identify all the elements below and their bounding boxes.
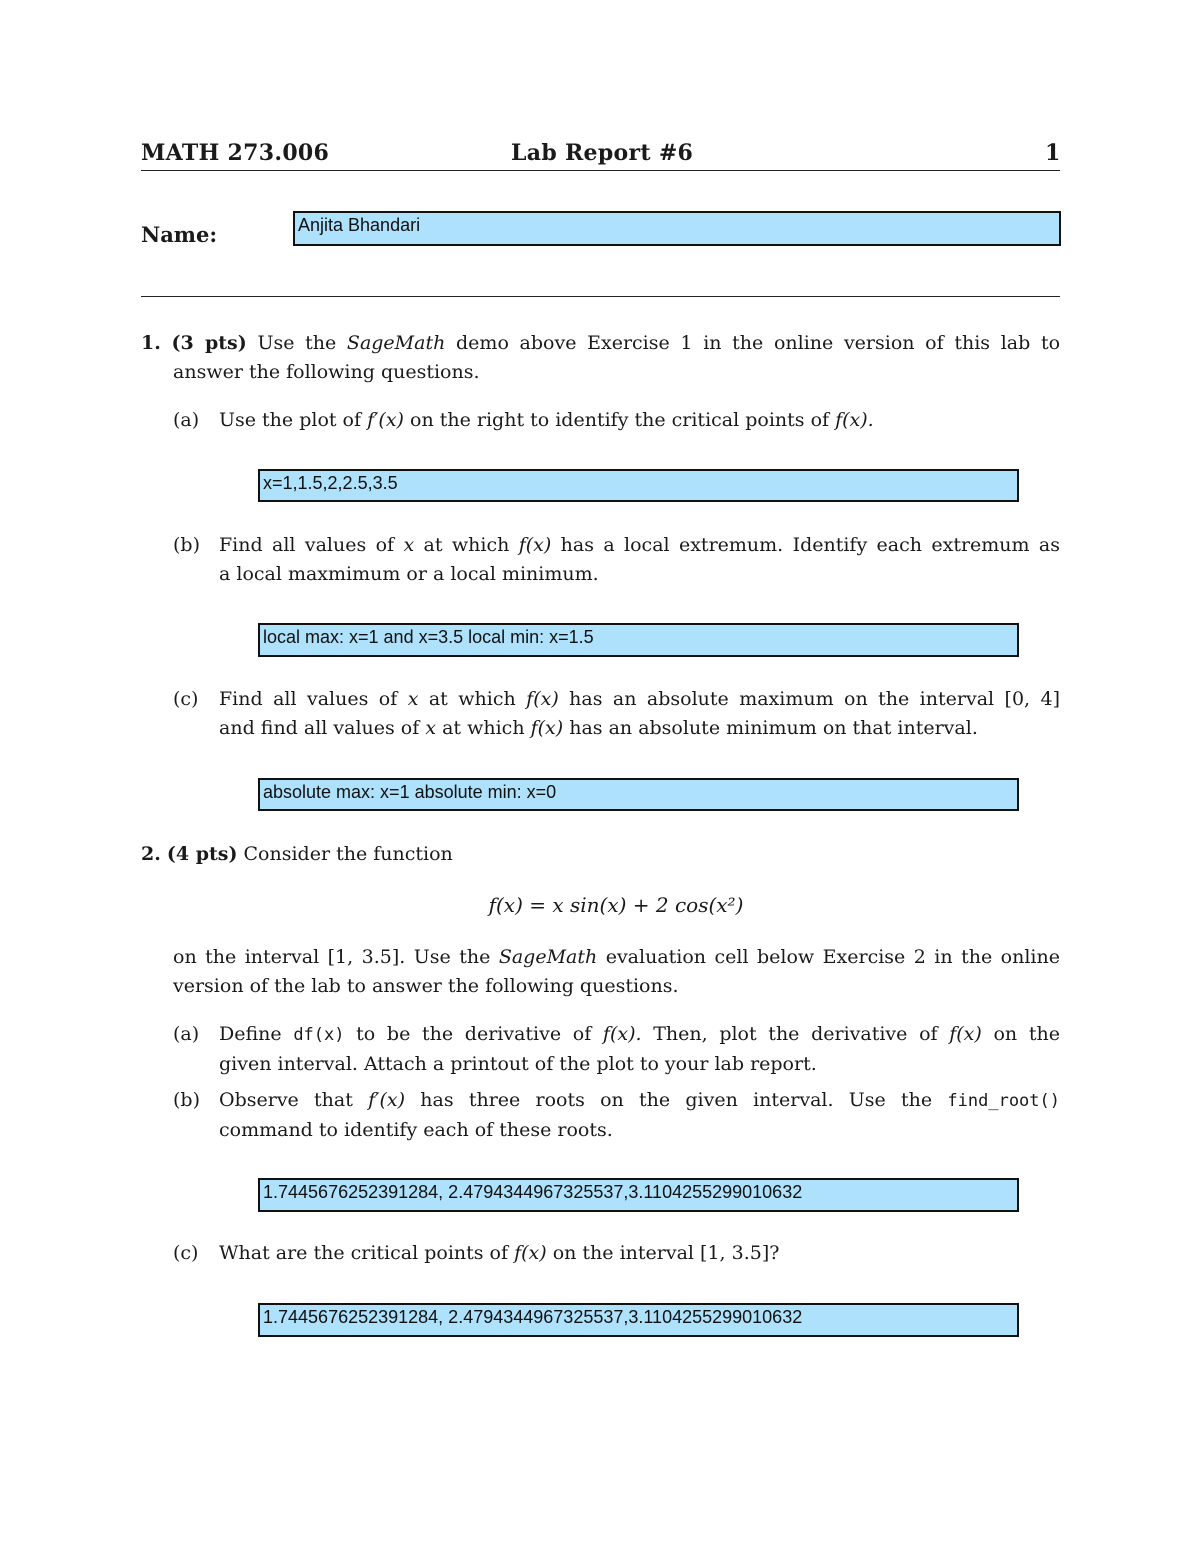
q1-number: 1.	[141, 332, 161, 354]
q2-equation: f(x) = x sin(x) + 2 cos(x²)	[488, 893, 744, 917]
q2a-text: (a) Define df(x) to be the derivative of f(x). Then, plot the derivative of f(x) on the given interval. Attach a printout of the plot to your lab report.	[173, 1023, 1060, 1075]
q1-intro: 1. (3 pts) Use the SageMath demo above Exercise 1 in the online version of this lab to answer the following questions.	[141, 332, 1061, 383]
q2b-text: (b) Observe that f′(x) has three roots on the given interval. Use the find_root() command to identify each of these roots.	[173, 1089, 1060, 1141]
q1b-answer-field[interactable]: local max: x=1 and x=3.5 local min: x=1.5	[258, 623, 1019, 657]
page-number: 1	[1045, 140, 1061, 166]
page-title: Lab Report #6	[511, 140, 694, 166]
course-code: MATH 273.006	[141, 140, 330, 166]
q2-points: (4 pts)	[166, 843, 238, 865]
q2c-text: (c) What are the critical points of f(x) on the interval [1, 3.5]?	[173, 1242, 780, 1264]
q2-description: on the interval [1, 3.5]. Use the SageMath evaluation cell below Exercise 2 in the online version of the lab to answer the following questions.	[173, 946, 1060, 997]
sagemath-name: SageMath	[346, 332, 446, 354]
q1-points: (3 pts)	[171, 332, 247, 354]
q2c-answer-field[interactable]: 1.7445676252391284, 2.4794344967325537,3.1104255299010632	[258, 1303, 1019, 1337]
q2-intro: 2. (4 pts) Consider the function	[141, 843, 453, 865]
q1a-answer-field[interactable]: x=1,1.5,2,2.5,3.5	[258, 469, 1019, 502]
q2b-answer-field[interactable]: 1.7445676252391284, 2.4794344967325537,3.1104255299010632	[258, 1178, 1019, 1212]
name-field[interactable]: Anjita Bhandari	[293, 211, 1061, 246]
header-rule	[141, 170, 1060, 171]
q2-number: 2.	[141, 843, 161, 865]
q1c-answer-field[interactable]: absolute max: x=1 absolute min: x=0	[258, 778, 1019, 811]
q1b-text: (b) Find all values of x at which f(x) has a local extremum. Identify each extremum as a local maxmimum or a local minimum.	[173, 534, 1061, 585]
q1a-text: (a) Use the plot of f′(x) on the right to identify the critical points of f(x).	[173, 409, 874, 431]
q1c-text: (c) Find all values of x at which f(x) has an absolute maximum on the interval [0, 4] and find all values of x at which f(x) has an absolute minimum on that interval.	[173, 688, 1060, 739]
section-rule	[141, 296, 1060, 297]
name-label: Name:	[141, 222, 218, 247]
